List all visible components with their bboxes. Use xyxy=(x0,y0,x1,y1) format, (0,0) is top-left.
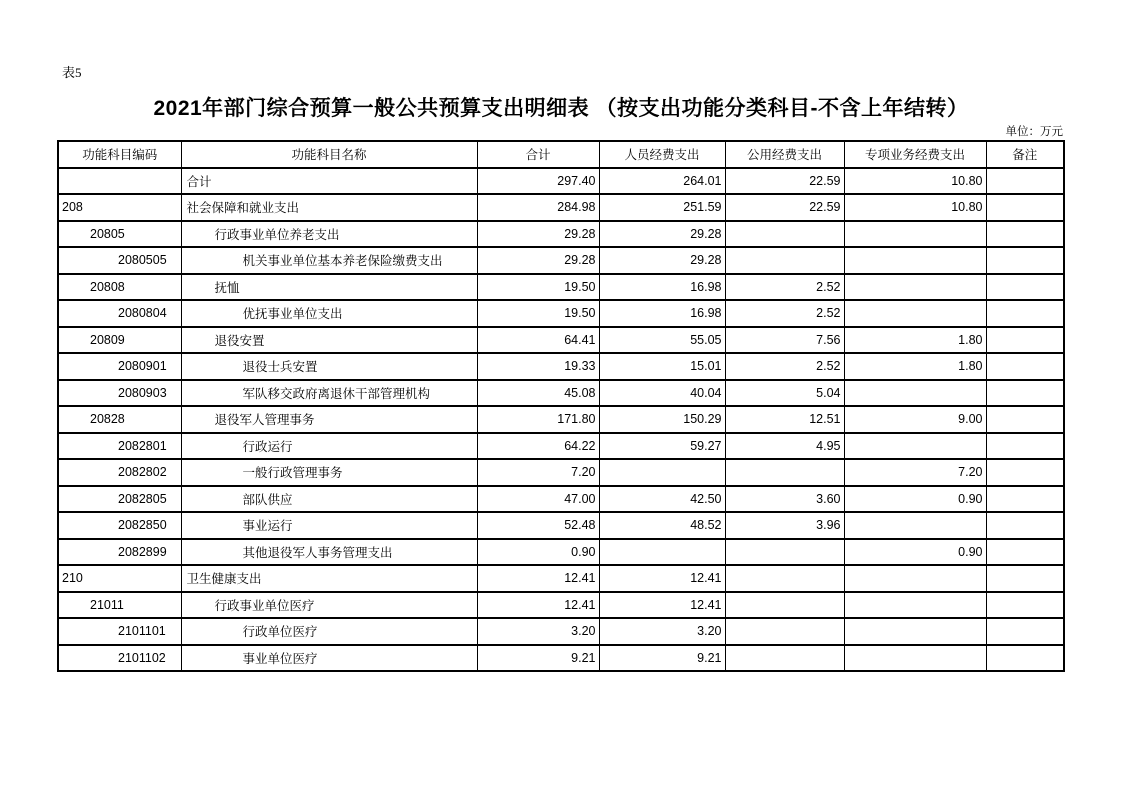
cell-name: 抚恤 xyxy=(181,274,477,301)
cell-name: 退役军人管理事务 xyxy=(181,406,477,433)
cell-personnel: 264.01 xyxy=(599,168,725,195)
cell-name: 部队供应 xyxy=(181,486,477,513)
cell-personnel: 55.05 xyxy=(599,327,725,354)
cell-remark xyxy=(986,459,1064,486)
table-row xyxy=(58,327,1064,354)
table-row xyxy=(58,194,1064,221)
cell-code: 20828 xyxy=(58,406,181,433)
cell-public xyxy=(725,221,844,248)
cell-code: 21011 xyxy=(58,592,181,619)
cell-special xyxy=(844,247,986,274)
cell-special: 7.20 xyxy=(844,459,986,486)
table-row xyxy=(58,486,1064,513)
table-label: 表5 xyxy=(62,65,82,80)
cell-public: 3.60 xyxy=(725,486,844,513)
cell-remark xyxy=(986,221,1064,248)
cell-remark xyxy=(986,512,1064,539)
cell-name: 行政单位医疗 xyxy=(181,618,477,645)
cell-total: 29.28 xyxy=(477,247,599,274)
cell-personnel: 16.98 xyxy=(599,274,725,301)
table-row xyxy=(58,406,1064,433)
cell-public: 5.04 xyxy=(725,380,844,407)
cell-remark xyxy=(986,353,1064,380)
cell-special xyxy=(844,645,986,672)
cell-special xyxy=(844,512,986,539)
cell-public: 4.95 xyxy=(725,433,844,460)
cell-code: 2082801 xyxy=(58,433,181,460)
cell-code: 210 xyxy=(58,565,181,592)
cell-personnel xyxy=(599,539,725,566)
table-row xyxy=(58,565,1064,592)
cell-code: 2082805 xyxy=(58,486,181,513)
cell-name: 优抚事业单位支出 xyxy=(181,300,477,327)
cell-total: 64.41 xyxy=(477,327,599,354)
cell-code: 20809 xyxy=(58,327,181,354)
cell-public xyxy=(725,539,844,566)
cell-total: 64.22 xyxy=(477,433,599,460)
cell-code: 208 xyxy=(58,194,181,221)
cell-remark xyxy=(986,247,1064,274)
cell-personnel: 29.28 xyxy=(599,221,725,248)
col-header-remark: 备注 xyxy=(986,141,1064,168)
cell-personnel: 40.04 xyxy=(599,380,725,407)
cell-public: 22.59 xyxy=(725,194,844,221)
cell-public xyxy=(725,592,844,619)
col-header-special: 专项业务经费支出 xyxy=(844,141,986,168)
cell-code: 2080505 xyxy=(58,247,181,274)
cell-total: 19.50 xyxy=(477,274,599,301)
cell-remark xyxy=(986,565,1064,592)
cell-personnel: 12.41 xyxy=(599,565,725,592)
cell-special xyxy=(844,618,986,645)
cell-code xyxy=(58,168,181,195)
cell-total: 12.41 xyxy=(477,565,599,592)
cell-remark xyxy=(986,486,1064,513)
table-row xyxy=(58,512,1064,539)
table-row xyxy=(58,539,1064,566)
cell-name: 军队移交政府离退休干部管理机构 xyxy=(181,380,477,407)
cell-public: 2.52 xyxy=(725,353,844,380)
cell-total: 52.48 xyxy=(477,512,599,539)
cell-personnel: 42.50 xyxy=(599,486,725,513)
table-row xyxy=(58,380,1064,407)
cell-special: 10.80 xyxy=(844,168,986,195)
cell-name: 行政运行 xyxy=(181,433,477,460)
cell-name: 卫生健康支出 xyxy=(181,565,477,592)
cell-remark xyxy=(986,645,1064,672)
cell-name: 退役士兵安置 xyxy=(181,353,477,380)
cell-special xyxy=(844,221,986,248)
cell-total: 47.00 xyxy=(477,486,599,513)
cell-personnel: 29.28 xyxy=(599,247,725,274)
cell-public: 2.52 xyxy=(725,300,844,327)
cell-name: 事业单位医疗 xyxy=(181,645,477,672)
table-row xyxy=(58,274,1064,301)
cell-personnel: 9.21 xyxy=(599,645,725,672)
budget-table-body xyxy=(58,168,1064,672)
cell-name: 事业运行 xyxy=(181,512,477,539)
cell-total: 171.80 xyxy=(477,406,599,433)
cell-total: 7.20 xyxy=(477,459,599,486)
col-header-name: 功能科目名称 xyxy=(181,141,477,168)
cell-remark xyxy=(986,168,1064,195)
cell-public: 22.59 xyxy=(725,168,844,195)
col-header-code: 功能科目编码 xyxy=(58,141,181,168)
col-header-personnel: 人员经费支出 xyxy=(599,141,725,168)
cell-name: 其他退役军人事务管理支出 xyxy=(181,539,477,566)
cell-total: 0.90 xyxy=(477,539,599,566)
cell-special xyxy=(844,274,986,301)
cell-personnel: 12.41 xyxy=(599,592,725,619)
cell-remark xyxy=(986,618,1064,645)
cell-name: 合计 xyxy=(181,168,477,195)
cell-name: 行政事业单位医疗 xyxy=(181,592,477,619)
cell-personnel: 3.20 xyxy=(599,618,725,645)
cell-name: 行政事业单位养老支出 xyxy=(181,221,477,248)
cell-public: 3.96 xyxy=(725,512,844,539)
table-row xyxy=(58,459,1064,486)
table-row xyxy=(58,645,1064,672)
budget-table xyxy=(57,140,1065,672)
cell-total: 19.33 xyxy=(477,353,599,380)
cell-special: 10.80 xyxy=(844,194,986,221)
cell-public: 7.56 xyxy=(725,327,844,354)
cell-public xyxy=(725,247,844,274)
cell-code: 20805 xyxy=(58,221,181,248)
cell-remark xyxy=(986,406,1064,433)
table-row xyxy=(58,618,1064,645)
cell-personnel: 48.52 xyxy=(599,512,725,539)
cell-remark xyxy=(986,380,1064,407)
cell-code: 2082850 xyxy=(58,512,181,539)
cell-public xyxy=(725,565,844,592)
cell-personnel xyxy=(599,459,725,486)
cell-total: 29.28 xyxy=(477,221,599,248)
cell-code: 2101102 xyxy=(58,645,181,672)
cell-remark xyxy=(986,194,1064,221)
budget-table-header xyxy=(58,141,1064,168)
cell-name: 机关事业单位基本养老保险缴费支出 xyxy=(181,247,477,274)
cell-public xyxy=(725,618,844,645)
cell-remark xyxy=(986,300,1064,327)
cell-personnel: 59.27 xyxy=(599,433,725,460)
cell-code: 2080903 xyxy=(58,380,181,407)
table-row xyxy=(58,353,1064,380)
cell-code: 2101101 xyxy=(58,618,181,645)
cell-remark xyxy=(986,592,1064,619)
cell-total: 45.08 xyxy=(477,380,599,407)
table-row xyxy=(58,433,1064,460)
cell-code: 2080901 xyxy=(58,353,181,380)
cell-personnel: 15.01 xyxy=(599,353,725,380)
cell-code: 20808 xyxy=(58,274,181,301)
cell-remark xyxy=(986,327,1064,354)
cell-public xyxy=(725,645,844,672)
cell-special: 0.90 xyxy=(844,486,986,513)
cell-special xyxy=(844,300,986,327)
table-row xyxy=(58,247,1064,274)
cell-total: 284.98 xyxy=(477,194,599,221)
cell-name: 退役安置 xyxy=(181,327,477,354)
cell-public: 2.52 xyxy=(725,274,844,301)
cell-personnel: 251.59 xyxy=(599,194,725,221)
cell-remark xyxy=(986,274,1064,301)
cell-special: 1.80 xyxy=(844,353,986,380)
cell-code: 2080804 xyxy=(58,300,181,327)
cell-special: 0.90 xyxy=(844,539,986,566)
cell-special xyxy=(844,433,986,460)
table-row xyxy=(58,168,1064,195)
cell-total: 297.40 xyxy=(477,168,599,195)
cell-code: 2082899 xyxy=(58,539,181,566)
cell-total: 9.21 xyxy=(477,645,599,672)
cell-special: 1.80 xyxy=(844,327,986,354)
unit-note: 单位：万元 xyxy=(1005,126,1063,138)
cell-remark xyxy=(986,433,1064,460)
cell-total: 19.50 xyxy=(477,300,599,327)
cell-personnel: 16.98 xyxy=(599,300,725,327)
cell-public xyxy=(725,459,844,486)
cell-special xyxy=(844,592,986,619)
cell-name: 社会保障和就业支出 xyxy=(181,194,477,221)
cell-name: 一般行政管理事务 xyxy=(181,459,477,486)
table-row xyxy=(58,221,1064,248)
cell-special xyxy=(844,565,986,592)
col-header-total: 合计 xyxy=(477,141,599,168)
cell-special: 9.00 xyxy=(844,406,986,433)
table-row xyxy=(58,300,1064,327)
cell-personnel: 150.29 xyxy=(599,406,725,433)
page-title: 2021年部门综合预算一般公共预算支出明细表 （按支出功能分类科目-不含上年结转） xyxy=(153,97,969,120)
cell-code: 2082802 xyxy=(58,459,181,486)
cell-public: 12.51 xyxy=(725,406,844,433)
cell-special xyxy=(844,380,986,407)
col-header-public: 公用经费支出 xyxy=(725,141,844,168)
cell-total: 12.41 xyxy=(477,592,599,619)
header-row xyxy=(58,141,1064,168)
table-row xyxy=(58,592,1064,619)
cell-remark xyxy=(986,539,1064,566)
cell-total: 3.20 xyxy=(477,618,599,645)
